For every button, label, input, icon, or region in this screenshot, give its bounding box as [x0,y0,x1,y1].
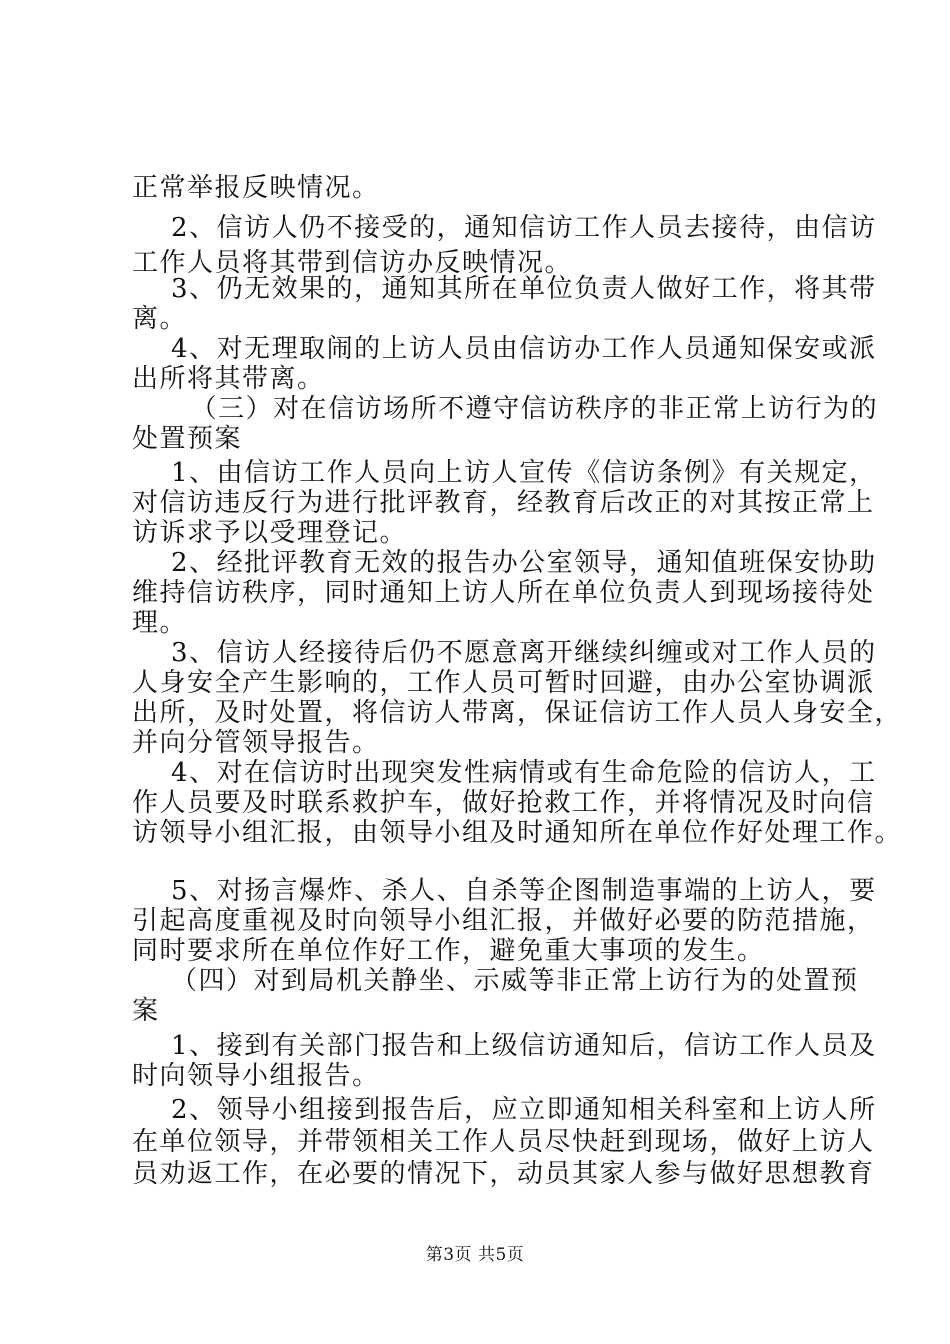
text-line: 理。 [132,608,188,638]
text-line: 引起高度重视及时向领导小组汇报，并做好必要的防范措施， [132,906,875,936]
text-line: 4、对无理取闹的上访人员由信访办工作人员通知保安或派 [132,334,877,364]
text-line: 3、仍无效果的，通知其所在单位负责人做好工作，将其带 [132,274,877,304]
page-number-footer: 第3页 共5页 [425,1245,525,1265]
text-line: 维持信访秩序，同时通知上访人所在单位负责人到现场接待处 [132,578,875,608]
text-line: 在单位领导，并带领相关工作人员尽快赶到现场，做好上访人 [132,1127,875,1157]
text-line: 案 [132,996,160,1026]
text-line: 访领导小组汇报，由领导小组及时通知所在单位作好处理工作。 [132,818,903,848]
text-line: 4、对在信访时出现突发性病情或有生命危险的信访人，工 [132,758,877,788]
text-line: 作人员要及时联系救护车，做好抢救工作，并将情况及时向信 [132,788,875,818]
text-line: （三）对在信访场所不遵守信访秩序的非正常上访行为的 [132,394,879,424]
text-line: 员劝返工作，在必要的情况下，动员其家人参与做好思想教育 [132,1159,875,1189]
text-line: 5、对扬言爆炸、杀人、自杀等企图制造事端的上访人，要 [132,876,877,906]
text-line: 正常举报反映情况。 [132,173,380,203]
text-line: 3、信访人经接待后仍不愿意离开继续纠缠或对工作人员的 [132,638,877,668]
text-line: 出所，及时处置，将信访人带离，保证信访工作人员人身安全， [132,698,903,728]
text-line: 2、经批评教育无效的报告办公室领导，通知值班保安协助 [132,548,877,578]
text-line: 离。 [132,304,188,334]
text-line: 2、信访人仍不接受的，通知信访工作人员去接待，由信访 [132,213,877,243]
text-line: 对信访违反行为进行批评教育，经教育后改正的对其按正常上 [132,488,875,518]
text-line: 1、接到有关部门报告和上级信访通知后，信访工作人员及 [132,1031,877,1061]
text-line: 人身安全产生影响的，工作人员可暂时回避，由办公室协调派 [132,668,875,698]
text-line: 同时要求所在单位作好工作，避免重大事项的发生。 [132,936,765,966]
text-line: 出所将其带离。 [132,364,325,394]
text-line: 1、由信访工作人员向上访人宣传《信访条例》有关规定， [132,458,877,488]
text-line: 访诉求予以受理登记。 [132,518,408,548]
text-line: （四）对到局机关静坐、示威等非正常上访行为的处置预 [132,966,859,996]
text-line: 工作人员将其带到信访办反映情况。 [132,248,573,278]
text-line: 2、领导小组接到报告后，应立即通知相关科室和上访人所 [132,1095,877,1125]
text-line: 处置预案 [132,424,243,454]
text-line: 并向分管领导报告。 [132,728,380,758]
text-line: 时向领导小组报告。 [132,1061,380,1091]
